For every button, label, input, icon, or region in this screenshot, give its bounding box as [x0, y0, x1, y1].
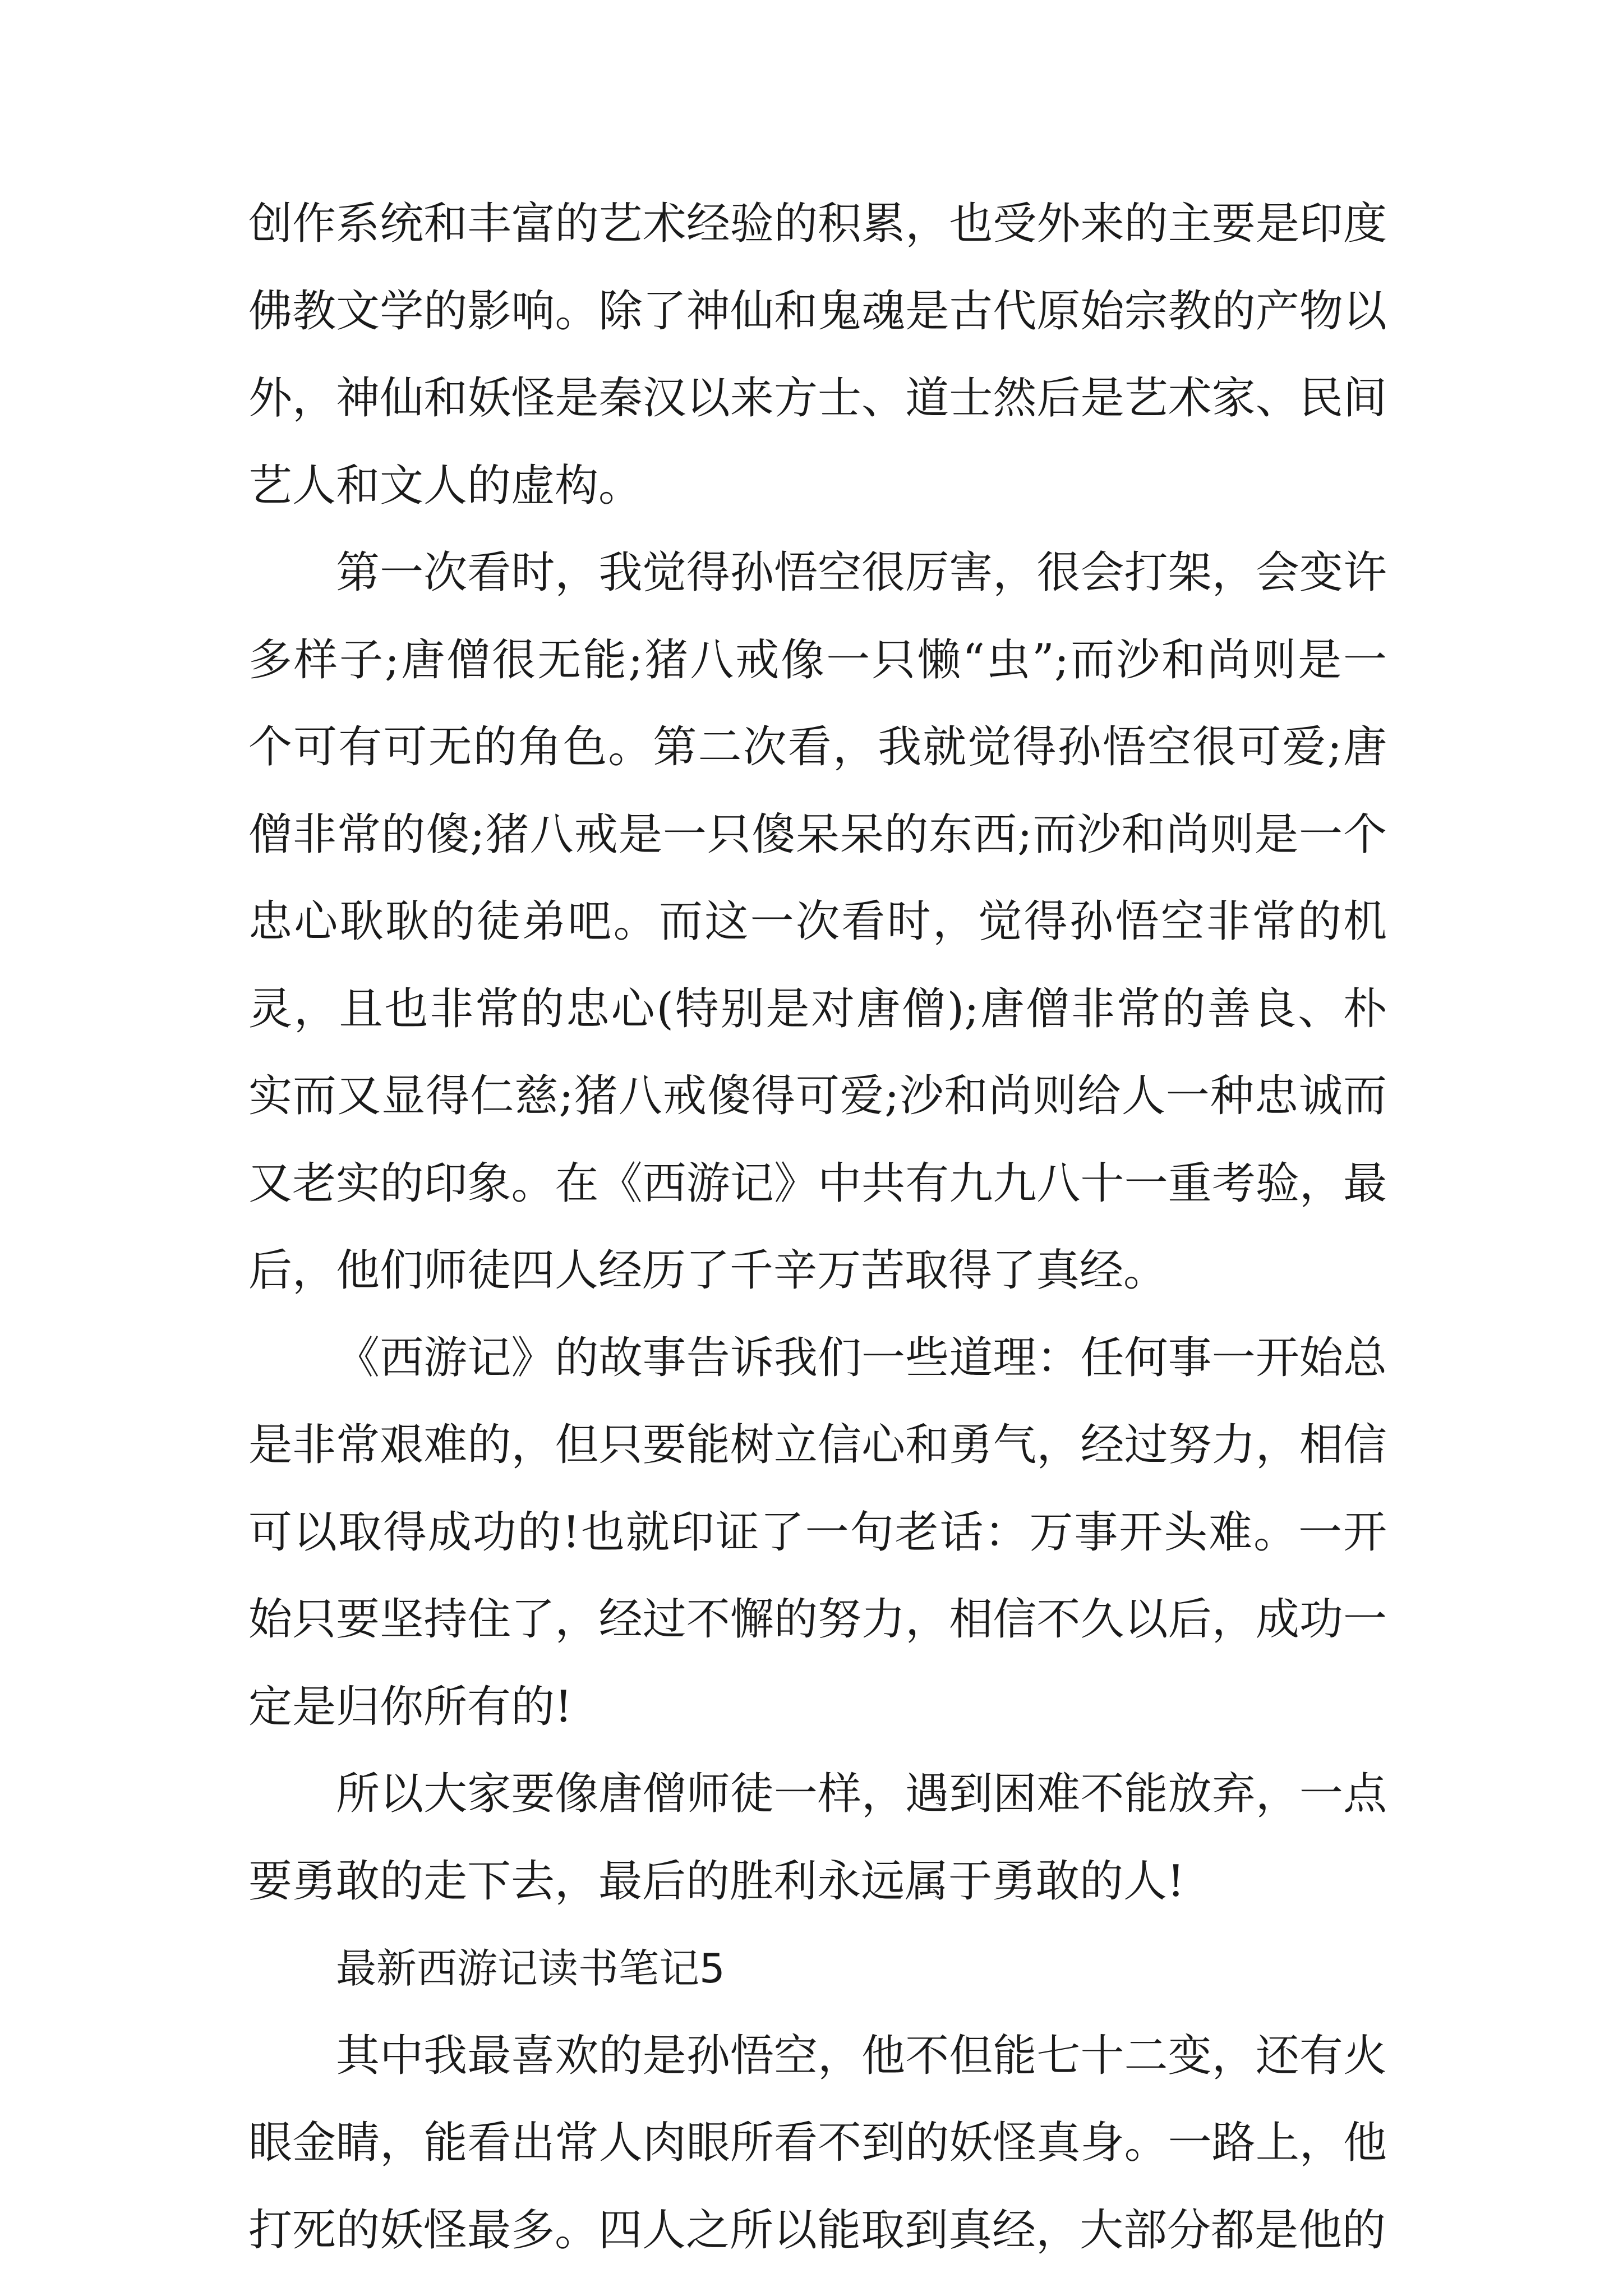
paragraph-impressions: 第一次看时，我觉得孙悟空很厉害，很会打架，会变许多样子;唐僧很无能;猪八戒像一只懒“虫”;而沙和尚则是一个可有可无的角色。第二次看，我就觉得孙悟空很可爱;唐僧非常的傻;猪八戒是一只傻呆呆的东西;而沙和尚则是一个忠心耿耿的徒弟吧。而这一次看时，觉得孙悟空非常的机灵，且也非常的忠心(特别是对唐僧);唐僧非常的善良、朴实而又显得仁慈;猪八戒傻得可爱;沙和尚则给人一种忠诚而又老实的印象。在《西游记》中共有九九八十一重考验，最后，他们师徒四人经历了千辛万苦取得了真经。	[248, 547, 1387, 1296]
section-heading: 最新西游记读书笔记5	[336, 1945, 725, 1992]
paragraph-favorite-character: 其中我最喜欢的是孙悟空，他不但能七十二变，还有火眼金睛，能看出常人肉眼所看不到的妖怪真身。一路上，他打死的妖怪最多。四人之所以能取到真经，大部分都是他的	[248, 2030, 1387, 2256]
document-body	[248, 181, 1387, 2274]
paragraph-continued: 创作系统和丰富的艺术经验的积累，也受外来的主要是印度佛教文学的影响。除了神仙和鬼魂是古代原始宗教的产物以外，神仙和妖怪是秦汉以来方士、道士然后是艺术家、民间艺人和文人的虚构。	[248, 199, 1387, 511]
paragraph-lesson: 《西游记》的故事告诉我们一些道理：任何事一开始总是非常艰难的，但只要能树立信心和勇气，经过努力，相信可以取得成功的!也就印证了一句老话：万事开头难。一开始只要坚持住了，经过不懈的努力，相信不久以后，成功一定是归你所有的!	[248, 1332, 1387, 1732]
paragraph-conclusion: 所以大家要像唐僧师徒一样，遇到困难不能放弃，一点要勇敢的走下去，最后的胜利永远属于勇敢的人!	[248, 1769, 1387, 1907]
